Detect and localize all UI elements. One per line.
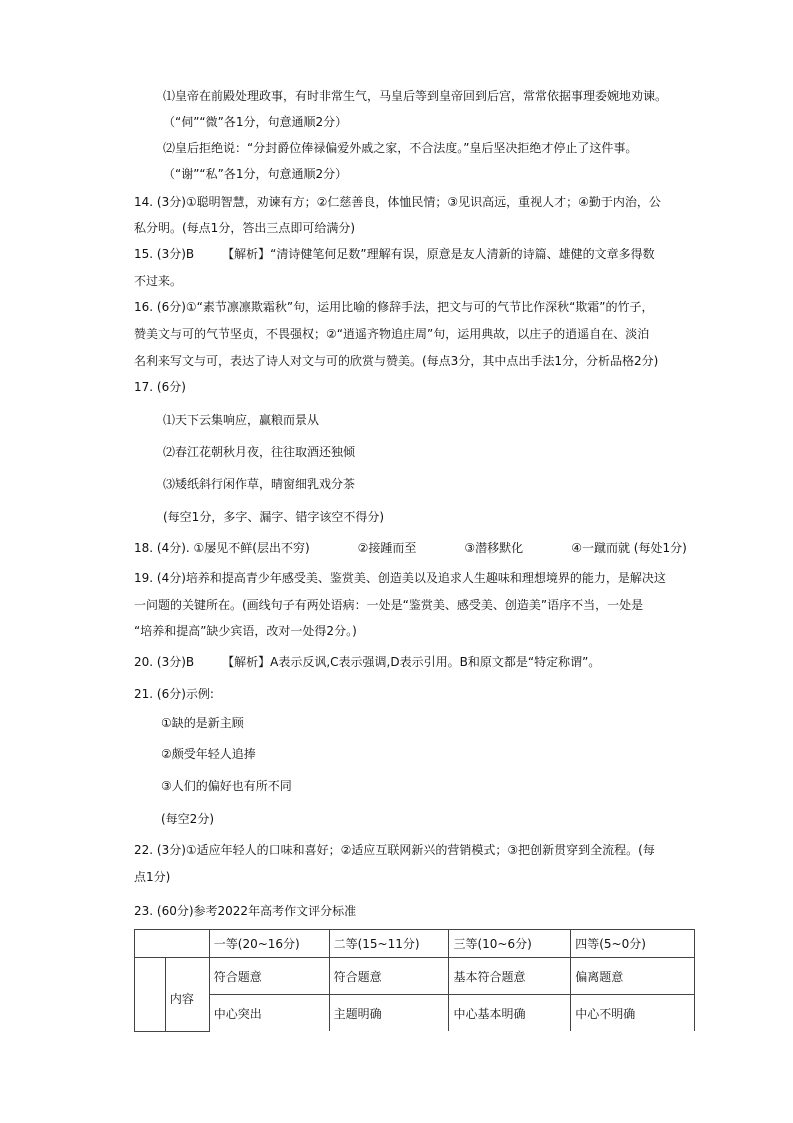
q20-analysis-label: 【解析】 — [222, 655, 271, 669]
q15-head: 15. (3分)B — [134, 247, 195, 261]
q21-answer-1: ①缺的是新主顾 — [161, 716, 244, 730]
grading-table-header-grade-3: 三等(10~6分) — [449, 930, 571, 958]
grading-table-cell: 基本符合题意 — [449, 958, 571, 995]
q23-head: 23. (60分)参考2022年高考作文评分标准 — [134, 904, 357, 918]
q18-answer-4: ④一蹴而就 (每处1分) — [571, 541, 687, 555]
grading-table — [134, 929, 695, 1032]
q19-line-2: 一问题的关键所在。(画线句子有两处语病：一处是“鉴赏美、感受美、创造美”语序不当，一处是 — [134, 598, 644, 612]
q18-line — [134, 540, 687, 556]
grading-table-blank-cell — [135, 958, 166, 1032]
q17-answer-3: ⑶矮纸斜行闲作草，晴窗细乳戏分茶 — [163, 477, 356, 491]
q15-text: “清诗健笔何足数”理解有误，原意是友人清新的诗篇、雄健的文章多得数 — [270, 247, 655, 261]
q15-analysis-label: 【解析】 — [222, 247, 271, 261]
q13-line-1: ⑴皇帝在前殿处理政事，有时非常生气，马皇后等到皇帝回到后宫，常常依据事理委婉地劝谏。 — [163, 89, 668, 103]
q15-line-1 — [134, 246, 655, 262]
grading-table-header-row — [135, 930, 695, 958]
grading-table-cell: 中心不明确 — [571, 995, 695, 1032]
grading-table-cell: 符合题意 — [329, 958, 449, 995]
q13-line-4: （“谢”“私”各1分，句意通顺2分） — [163, 167, 348, 181]
q21-note: (每空2分) — [161, 812, 214, 826]
q18-answer-1: 18. (4分). ①屡见不鲜(层出不穷) — [134, 541, 310, 555]
q18-answer-2: ②接踵而至 — [357, 541, 417, 555]
q22-line-1: 22. (3分)①适应年轻人的口味和喜好；②适应互联网新兴的营销模式；③把创新贯穿到全流程。(每 — [134, 843, 655, 857]
grading-table-cell: 主题明确 — [329, 995, 449, 1032]
grading-table-corner-cell — [135, 930, 210, 958]
q16-line-1: 16. (6分)①“素节凛凛欺霜秋”句，运用比喻的修辞手法，把文与可的气节比作深秋“欺霜”的竹子， — [134, 300, 654, 314]
grading-table-cell: 中心基本明确 — [449, 995, 571, 1032]
q17-answer-1: ⑴天下云集响应，赢粮而景从 — [163, 413, 320, 427]
q21-answer-3: ③人们的偏好也有所不同 — [161, 779, 292, 793]
grading-table-header-grade-2: 二等(15~11分) — [329, 930, 449, 958]
q21-answer-2: ②颇受年轻人追捧 — [161, 747, 256, 761]
q16-line-2: 赞美文与可的气节坚贞，不畏强权；②“逍遥齐物追庄周”句，运用典故，以庄子的逍遥自在、淡泊 — [134, 327, 650, 341]
grading-table-header-grade-4: 四等(5~0分) — [571, 930, 695, 958]
q22-line-2: 点1分) — [134, 870, 171, 884]
q16-line-3: 名利来写文与可，表达了诗人对文与可的欣赏与赞美。(每点3分，其中点出手法1分，分析品格2分) — [134, 354, 659, 368]
grading-table-cell: 中心突出 — [209, 995, 329, 1032]
q21-head: 21. (6分)示例: — [134, 687, 214, 701]
q13-line-2: （“伺”“微”各1分，句意通顺2分） — [163, 115, 348, 129]
q17-answer-2: ⑵春江花朝秋月夜，往往取酒还独倾 — [163, 445, 356, 459]
q13-line-3: ⑵皇后拒绝说：“分封爵位俸禄偏爱外戚之家，不合法度。”皇后坚决拒绝才停止了这件事。 — [163, 141, 638, 155]
q18-answer-3: ③潜移默化 — [464, 541, 524, 555]
grading-table-row — [135, 995, 695, 1032]
q15-line-2: 不过来。 — [134, 274, 183, 288]
grading-table-row — [135, 958, 695, 995]
grading-table-cell: 偏离题意 — [571, 958, 695, 995]
q19-line-3: “培养和提高”缺少宾语，改对一处得2分。) — [134, 624, 357, 638]
q14-line-2: 私分明。(每点1分，答出三点即可给满分) — [134, 221, 355, 235]
q20-line — [134, 654, 600, 670]
grading-table-row-label: 内容 — [165, 958, 209, 1032]
q17-note: (每空1分，多字、漏字、错字该空不得分) — [163, 510, 384, 524]
q20-text: A表示反讽,C表示强调,D表示引用。B和原文都是“特定称谓”。 — [270, 655, 601, 669]
grading-table-header-grade-1: 一等(20~16分) — [209, 930, 329, 958]
q14-line-1: 14. (3分)①聪明智慧，劝谏有方；②仁慈善良，体恤民情；③见识高远，重视人才；④勤于内治，公 — [134, 195, 661, 209]
grading-table-cell: 符合题意 — [209, 958, 329, 995]
q17-head: 17. (6分) — [134, 380, 186, 394]
q20-head: 20. (3分)B — [134, 655, 195, 669]
q19-line-1: 19. (4分)培养和提高青少年感受美、鉴赏美、创造美以及追求人生趣味和理想境界的能力，是解决这 — [134, 571, 666, 585]
